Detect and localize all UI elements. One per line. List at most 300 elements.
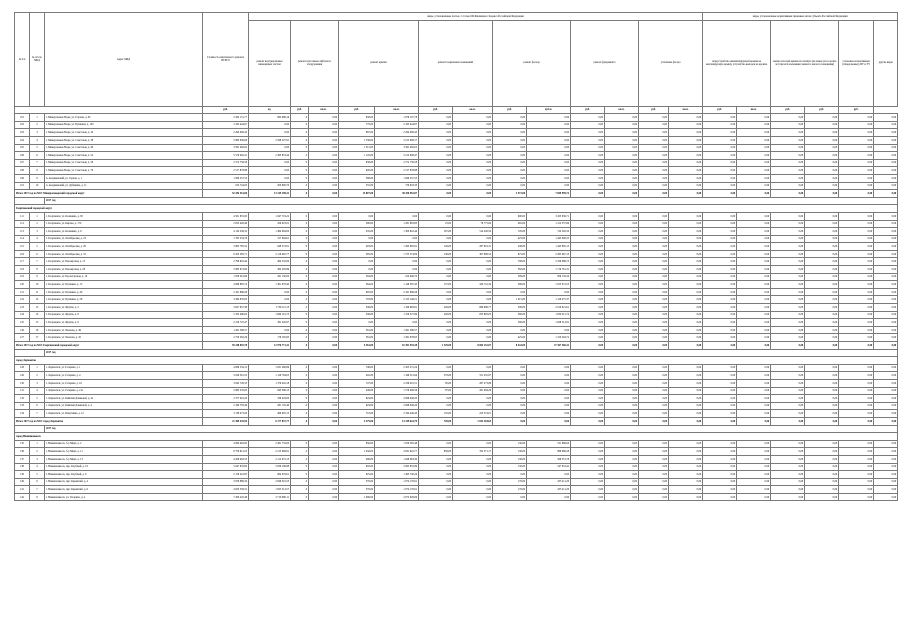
row-value: 0,00 — [605, 266, 639, 274]
row-value: 0,00 — [703, 478, 737, 486]
row-value: 2 068 048,20 — [375, 395, 419, 403]
table-row — [15, 304, 898, 312]
row-value: 0,00 — [874, 114, 898, 122]
row-value: 0,00 — [839, 243, 874, 251]
row-value: 403,00 — [339, 243, 375, 251]
row-mkd-number: 7 — [30, 258, 45, 266]
row-value: 396,00 — [339, 220, 375, 228]
row-value: 0,00 — [737, 136, 771, 144]
row-mkd-number: 11 — [30, 288, 45, 296]
row-value: 0,00 — [453, 182, 493, 190]
table-row — [15, 463, 898, 471]
total-label: Итого 2017 год по МО: Минераловодский городской округ — [15, 190, 203, 198]
row-value: 0,00 — [309, 402, 339, 410]
table-row — [15, 395, 898, 403]
row-value: 0,00 — [703, 174, 737, 182]
row-value: 0,00 — [771, 182, 805, 190]
row-value: 0,00 — [309, 281, 339, 289]
total-value: 0,00 — [874, 190, 898, 198]
row-value: 0,00 — [805, 228, 839, 236]
row-value: 0,00 — [249, 326, 291, 334]
row-value: 2 116 465,77 — [249, 250, 291, 258]
row-address: г. Георгиевск, ул. Фрунзе, д. 8 — [45, 311, 203, 319]
row-value: 0,00 — [419, 129, 453, 137]
row-value: 0,00 — [805, 235, 839, 243]
row-value: 0,00 — [771, 114, 805, 122]
row-value: 0,00 — [839, 486, 874, 494]
row-value: 0,00 — [874, 387, 898, 395]
row-value: 0,00 — [571, 448, 605, 456]
row-value: 0,00 — [874, 486, 898, 494]
row-value: 0,00 — [249, 129, 291, 137]
row-value: 1 336,00 — [339, 136, 375, 144]
spreadsheet-sheet — [14, 12, 897, 501]
row-value: 4 953 558,31 — [203, 486, 249, 494]
total-value: 0,00 — [703, 342, 737, 350]
table-row — [15, 440, 898, 448]
row-value: 0,00 — [309, 182, 339, 190]
row-value: 176,00 — [493, 478, 527, 486]
total-value: 0,00 — [309, 342, 339, 350]
units-row — [15, 106, 898, 114]
row-value: 0,00 — [309, 486, 339, 494]
row-address: г. Лермонтов, ул. Гагарина, д. 1 — [45, 364, 203, 372]
row-value: 0,00 — [639, 304, 669, 312]
row-value: 0,00 — [309, 395, 339, 403]
row-value: 568 351,78 — [527, 455, 571, 463]
row-value: 402,00 — [339, 372, 375, 380]
row-value: 0,00 — [669, 493, 703, 501]
row-value: 0,00 — [639, 144, 669, 152]
row-address: г. Георгиевск, ул. Пушкина, д. 58 — [45, 296, 203, 304]
row-value: 255,00 — [339, 182, 375, 190]
total-value: 59 248 092,78 — [203, 342, 249, 350]
row-value: 0,00 — [771, 174, 805, 182]
row-value: 2 063 855,89 — [375, 463, 419, 471]
row-value: 0 — [291, 493, 309, 501]
row-value: 0,00 — [805, 159, 839, 167]
row-value: 3 591 482,02 — [375, 144, 419, 152]
row-value: 0,00 — [571, 455, 605, 463]
row-value: 0,00 — [639, 493, 669, 501]
total-value: 0,00 — [453, 190, 493, 198]
row-value: 0,00 — [669, 250, 703, 258]
total-label: Итого 2017 год по МО: город Лермонтов — [15, 417, 203, 425]
row-value: 3 591 482,02 — [203, 144, 249, 152]
row-value: 1 493 740,26 — [375, 471, 419, 479]
row-number: 120 — [15, 281, 30, 289]
row-value: 0,00 — [669, 364, 703, 372]
row-value: 1 315,00 — [339, 144, 375, 152]
table-row — [15, 144, 898, 152]
row-address: г. Невинномысск, ул. Гагарина, д. 4 — [45, 493, 203, 501]
row-value: 0,00 — [669, 159, 703, 167]
row-value: 899 966,28 — [527, 448, 571, 456]
row-value: 0,00 — [669, 136, 703, 144]
row-value: 0,00 — [669, 273, 703, 281]
row-value: 2 161 896,28 — [375, 288, 419, 296]
row-number: 123 — [15, 304, 30, 312]
row-value: 85,00 — [419, 379, 453, 387]
row-value: 0,00 — [605, 311, 639, 319]
row-mkd-number: 3 — [30, 228, 45, 236]
row-value: 0,00 — [309, 471, 339, 479]
row-value: 0,00 — [839, 296, 874, 304]
row-value: 0,00 — [605, 258, 639, 266]
row-value: 0 — [291, 410, 309, 418]
row-value: 0 — [291, 478, 309, 486]
row-value: 0,00 — [419, 167, 453, 175]
row-value: 0,00 — [639, 387, 669, 395]
row-value: 0,00 — [703, 455, 737, 463]
row-value: 551 455,97 — [453, 372, 493, 380]
row-mkd-number: 3 — [30, 455, 45, 463]
municipality-row — [15, 205, 898, 213]
row-value: 0,00 — [605, 296, 639, 304]
row-value: 0,00 — [703, 379, 737, 387]
row-value: 0,00 — [639, 326, 669, 334]
row-value: 0,00 — [571, 129, 605, 137]
row-value: 0,00 — [339, 266, 375, 274]
row-value: 453 411,20 — [527, 478, 571, 486]
row-mkd-number: 3 — [30, 129, 45, 137]
row-value: 1 828 512,81 — [527, 319, 571, 327]
row-mkd-number: 4 — [30, 235, 45, 243]
table-row — [15, 493, 898, 501]
row-value: 0,00 — [453, 152, 493, 160]
row-value: 0,00 — [839, 334, 874, 342]
row-value: 0 — [291, 448, 309, 456]
total-value: 13 145 198,41 — [249, 190, 291, 198]
row-mkd-number: 4 — [30, 387, 45, 395]
row-value: 0,00 — [839, 311, 874, 319]
row-value: 0,00 — [771, 288, 805, 296]
total-value: 0,00 — [805, 342, 839, 350]
row-value: 0,00 — [805, 167, 839, 175]
header-facade: ремонт фасада — [493, 20, 571, 106]
row-value: 1 310 294,72 — [527, 334, 571, 342]
row-value: 0,00 — [737, 167, 771, 175]
row-value: 0,00 — [493, 159, 527, 167]
row-value: 0,00 — [771, 152, 805, 160]
total-value: 0,00 — [771, 190, 805, 198]
row-value: 0,00 — [874, 243, 898, 251]
row-number: 116 — [15, 250, 30, 258]
row-value: 0,00 — [571, 266, 605, 274]
row-value: 4 209 482,53 — [203, 455, 249, 463]
row-value: 0,00 — [309, 250, 339, 258]
row-address: г. Георгиевск, ул. Пушкина, д. 15 — [45, 281, 203, 289]
row-value: 0,00 — [309, 288, 339, 296]
row-value: 0,00 — [839, 402, 874, 410]
row-number: 117 — [15, 258, 30, 266]
total-value: 0 — [291, 342, 309, 350]
row-value: 0,00 — [493, 387, 527, 395]
row-value: 0,00 — [639, 364, 669, 372]
row-value: 0,00 — [309, 212, 339, 220]
row-value: 0,00 — [805, 129, 839, 137]
row-value: 0,00 — [571, 440, 605, 448]
row-number: 136 — [15, 448, 30, 456]
row-value: 0,00 — [309, 311, 339, 319]
row-value: 0,00 — [703, 471, 737, 479]
row-value: 0,00 — [453, 273, 493, 281]
row-value: 0,00 — [805, 273, 839, 281]
header-roof: ремонт крыши — [339, 20, 419, 106]
row-value: 0,00 — [605, 121, 639, 129]
header-address: Адрес МКД — [45, 13, 203, 107]
row-value: 0,00 — [771, 372, 805, 380]
row-value: 547 653,42 — [527, 463, 571, 471]
total-value: 0,00 — [669, 342, 703, 350]
row-value: 0,00 — [805, 334, 839, 342]
row-value: 0,00 — [639, 174, 669, 182]
row-value: 0,00 — [737, 220, 771, 228]
table-row — [15, 486, 898, 494]
row-number: 131 — [15, 387, 30, 395]
row-value: 0,00 — [419, 136, 453, 144]
row-value: 223 374,01 — [453, 410, 493, 418]
row-value: 0,00 — [805, 296, 839, 304]
row-value: 0,00 — [669, 281, 703, 289]
row-value: 436,00 — [493, 243, 527, 251]
row-address: г. Георгиевск, ул. Пролетарская, д. 19 — [45, 273, 203, 281]
row-value: 2 158 416,85 — [203, 471, 249, 479]
row-value: 2 165 444,67 — [375, 121, 419, 129]
row-value: 887,00 — [339, 129, 375, 137]
row-address: п. Анджиевский, ул. Горная, д. 1 — [45, 174, 203, 182]
table-row — [15, 455, 898, 463]
row-value: 0,00 — [527, 136, 571, 144]
row-value: 0,00 — [375, 319, 419, 327]
row-value: 167,00 — [419, 228, 453, 236]
row-value: 0,00 — [571, 402, 605, 410]
unit-cell: руб. — [203, 106, 249, 114]
row-value: 0,00 — [639, 486, 669, 494]
row-value: 0,00 — [309, 455, 339, 463]
row-value: 0,00 — [771, 493, 805, 501]
row-value: 0,00 — [805, 448, 839, 456]
row-value: 1 145,00 — [339, 152, 375, 160]
row-value: 521 868,04 — [527, 440, 571, 448]
row-value: 0,00 — [703, 152, 737, 160]
row-value: 425,00 — [493, 334, 527, 342]
row-value: 1 859 011,74 — [527, 311, 571, 319]
row-value: 1 069 257,53 — [203, 174, 249, 182]
row-value: 0,00 — [771, 471, 805, 479]
row-value: 0,00 — [839, 288, 874, 296]
row-value: 0 — [291, 402, 309, 410]
row-value: 0,00 — [571, 243, 605, 251]
row-value: 130,00 — [493, 448, 527, 456]
row-value: 362 205,89 — [249, 266, 291, 274]
row-value: 3 453 936,71 — [527, 212, 571, 220]
row-value: 0,00 — [605, 379, 639, 387]
row-value: 0,00 — [571, 258, 605, 266]
row-value: 0,00 — [571, 311, 605, 319]
row-value: 0,00 — [703, 250, 737, 258]
row-value: 902,00 — [339, 463, 375, 471]
row-address: г. Минеральные Воды, ул. Советская, д. 34 — [45, 129, 203, 137]
municipality-label: город Невинномысск — [15, 433, 898, 441]
row-value: 0,00 — [309, 448, 339, 456]
row-value: 0,00 — [453, 159, 493, 167]
row-value: 0,00 — [771, 334, 805, 342]
row-value: 0,00 — [737, 174, 771, 182]
row-value: 1 346 312,64 — [375, 372, 419, 380]
row-mkd-number: 4 — [30, 463, 45, 471]
row-value: 0,00 — [605, 395, 639, 403]
row-value: 0,00 — [874, 334, 898, 342]
row-mkd-number: 17 — [30, 334, 45, 342]
row-value: 0,00 — [703, 448, 737, 456]
row-value: 76 775,84 — [453, 220, 493, 228]
row-value: 0,00 — [874, 493, 898, 501]
row-value: 1 074 176,61 — [375, 486, 419, 494]
row-value: 2 238 401,51 — [375, 379, 419, 387]
total-value: 7 609 999,72 — [527, 190, 571, 198]
row-value: 0,00 — [805, 311, 839, 319]
total-value: 0,00 — [703, 417, 737, 425]
row-value: 425,00 — [493, 235, 527, 243]
row-value: 0,00 — [605, 288, 639, 296]
row-value: 0,00 — [419, 326, 453, 334]
header-meters: установка коллективных (общедомовых) ПУ и УУ — [839, 20, 874, 106]
row-value: 4 098 885,74 — [203, 281, 249, 289]
row-address: г. Георгиевск, ул. Пионерская, д. 28 — [45, 266, 203, 274]
row-value: 930,00 — [339, 114, 375, 122]
row-value: 0,00 — [419, 319, 453, 327]
row-value: 0,00 — [874, 235, 898, 243]
row-value: 0,00 — [669, 387, 703, 395]
row-value: 0,00 — [419, 144, 453, 152]
row-value: 0,00 — [874, 319, 898, 327]
row-address: г. Невинномысск, пер. Крымский, д. 6 — [45, 486, 203, 494]
row-value: 0,00 — [669, 228, 703, 236]
total-value: 0,00 — [571, 190, 605, 198]
row-value: 0,00 — [669, 319, 703, 327]
row-value: 0,00 — [669, 144, 703, 152]
row-value: 0,00 — [639, 228, 669, 236]
row-value: 0,00 — [571, 288, 605, 296]
row-value: 0 — [291, 174, 309, 182]
row-value: 0,00 — [453, 266, 493, 274]
row-value: 1 578 406,56 — [375, 387, 419, 395]
row-value: 0,00 — [703, 266, 737, 274]
row-value: 0,00 — [805, 493, 839, 501]
row-value: 0,00 — [669, 266, 703, 274]
row-value: 0,00 — [771, 212, 805, 220]
row-value: 0,00 — [639, 311, 669, 319]
row-value: 0,00 — [309, 243, 339, 251]
table-row — [15, 448, 898, 456]
row-value: 0,00 — [639, 288, 669, 296]
row-value: 0,00 — [737, 304, 771, 312]
row-value: 0,00 — [703, 372, 737, 380]
row-value: 0,00 — [571, 364, 605, 372]
row-value: 0,00 — [669, 212, 703, 220]
row-value: 0,00 — [874, 281, 898, 289]
year-label: 2017 год — [45, 197, 898, 205]
row-value: 0,00 — [737, 129, 771, 137]
row-value: 0,00 — [737, 159, 771, 167]
header-mkd-num: № п/п по МКД — [30, 13, 45, 107]
row-value: 0,00 — [309, 410, 339, 418]
row-value: 0,00 — [453, 121, 493, 129]
row-value: 0,00 — [703, 167, 737, 175]
row-address: г. Минеральные Воды, ул. Советская, д. 46 — [45, 144, 203, 152]
row-value: 0,00 — [771, 167, 805, 175]
row-value: 0,00 — [839, 304, 874, 312]
row-value: 0,00 — [639, 379, 669, 387]
row-value: 750 943,33 — [375, 182, 419, 190]
row-value: 0,00 — [571, 463, 605, 471]
row-value: 1 379 445,18 — [249, 379, 291, 387]
row-value: 0,00 — [737, 152, 771, 160]
row-value: 0,00 — [771, 410, 805, 418]
row-value: 0,00 — [639, 121, 669, 129]
table-row — [15, 258, 898, 266]
row-value: 648 374,81 — [249, 243, 291, 251]
row-value: 435,00 — [339, 228, 375, 236]
row-address: г. Георгиевск, ул. Кирова, д. 170 — [45, 220, 203, 228]
row-value: 0,00 — [839, 326, 874, 334]
row-mkd-number: 2 — [30, 372, 45, 380]
row-value: 0,00 — [453, 326, 493, 334]
total-value: 0,00 — [874, 342, 898, 350]
row-value: 0,00 — [874, 311, 898, 319]
row-value: 0,00 — [874, 228, 898, 236]
row-value: 2 716 806,11 — [249, 493, 291, 501]
row-value: 0,00 — [771, 379, 805, 387]
row-value: 388,00 — [339, 174, 375, 182]
row-value: 0,00 — [419, 493, 453, 501]
header-insulation: утепление фасада — [639, 20, 703, 106]
row-value: 0,00 — [419, 402, 453, 410]
row-value: 0 — [291, 114, 309, 122]
row-value: 0,00 — [737, 364, 771, 372]
row-value: 3 212 608,47 — [375, 152, 419, 160]
row-value: 0,00 — [571, 250, 605, 258]
table-row — [15, 174, 898, 182]
row-value: 0,00 — [805, 250, 839, 258]
row-value: 0,00 — [669, 410, 703, 418]
row-value: 0,00 — [669, 129, 703, 137]
row-number: 114 — [15, 235, 30, 243]
row-value: 1 096,00 — [339, 493, 375, 501]
row-value: 0,00 — [771, 364, 805, 372]
row-value: 0,00 — [453, 235, 493, 243]
row-value: 0,00 — [639, 448, 669, 456]
row-value: 0,00 — [419, 174, 453, 182]
row-value: 5 576 462,41 — [203, 152, 249, 160]
row-value: 0,00 — [527, 152, 571, 160]
row-value: 0,00 — [839, 471, 874, 479]
row-value: 1 059 565,48 — [375, 440, 419, 448]
row-value: 825,00 — [339, 471, 375, 479]
row-mkd-number: 15 — [30, 319, 45, 327]
row-value: 0,00 — [527, 167, 571, 175]
row-value: 0,00 — [571, 395, 605, 403]
row-value: 0,00 — [639, 258, 669, 266]
row-number: 104 — [15, 136, 30, 144]
row-address: г. Георгиевск, ул. Калинина, д. 6 — [45, 228, 203, 236]
row-value: 0,00 — [571, 212, 605, 220]
row-value: 0,00 — [639, 402, 669, 410]
row-value: 0,00 — [419, 296, 453, 304]
row-mkd-number: 10 — [30, 281, 45, 289]
total-value: 6 177 837,77 — [249, 417, 291, 425]
